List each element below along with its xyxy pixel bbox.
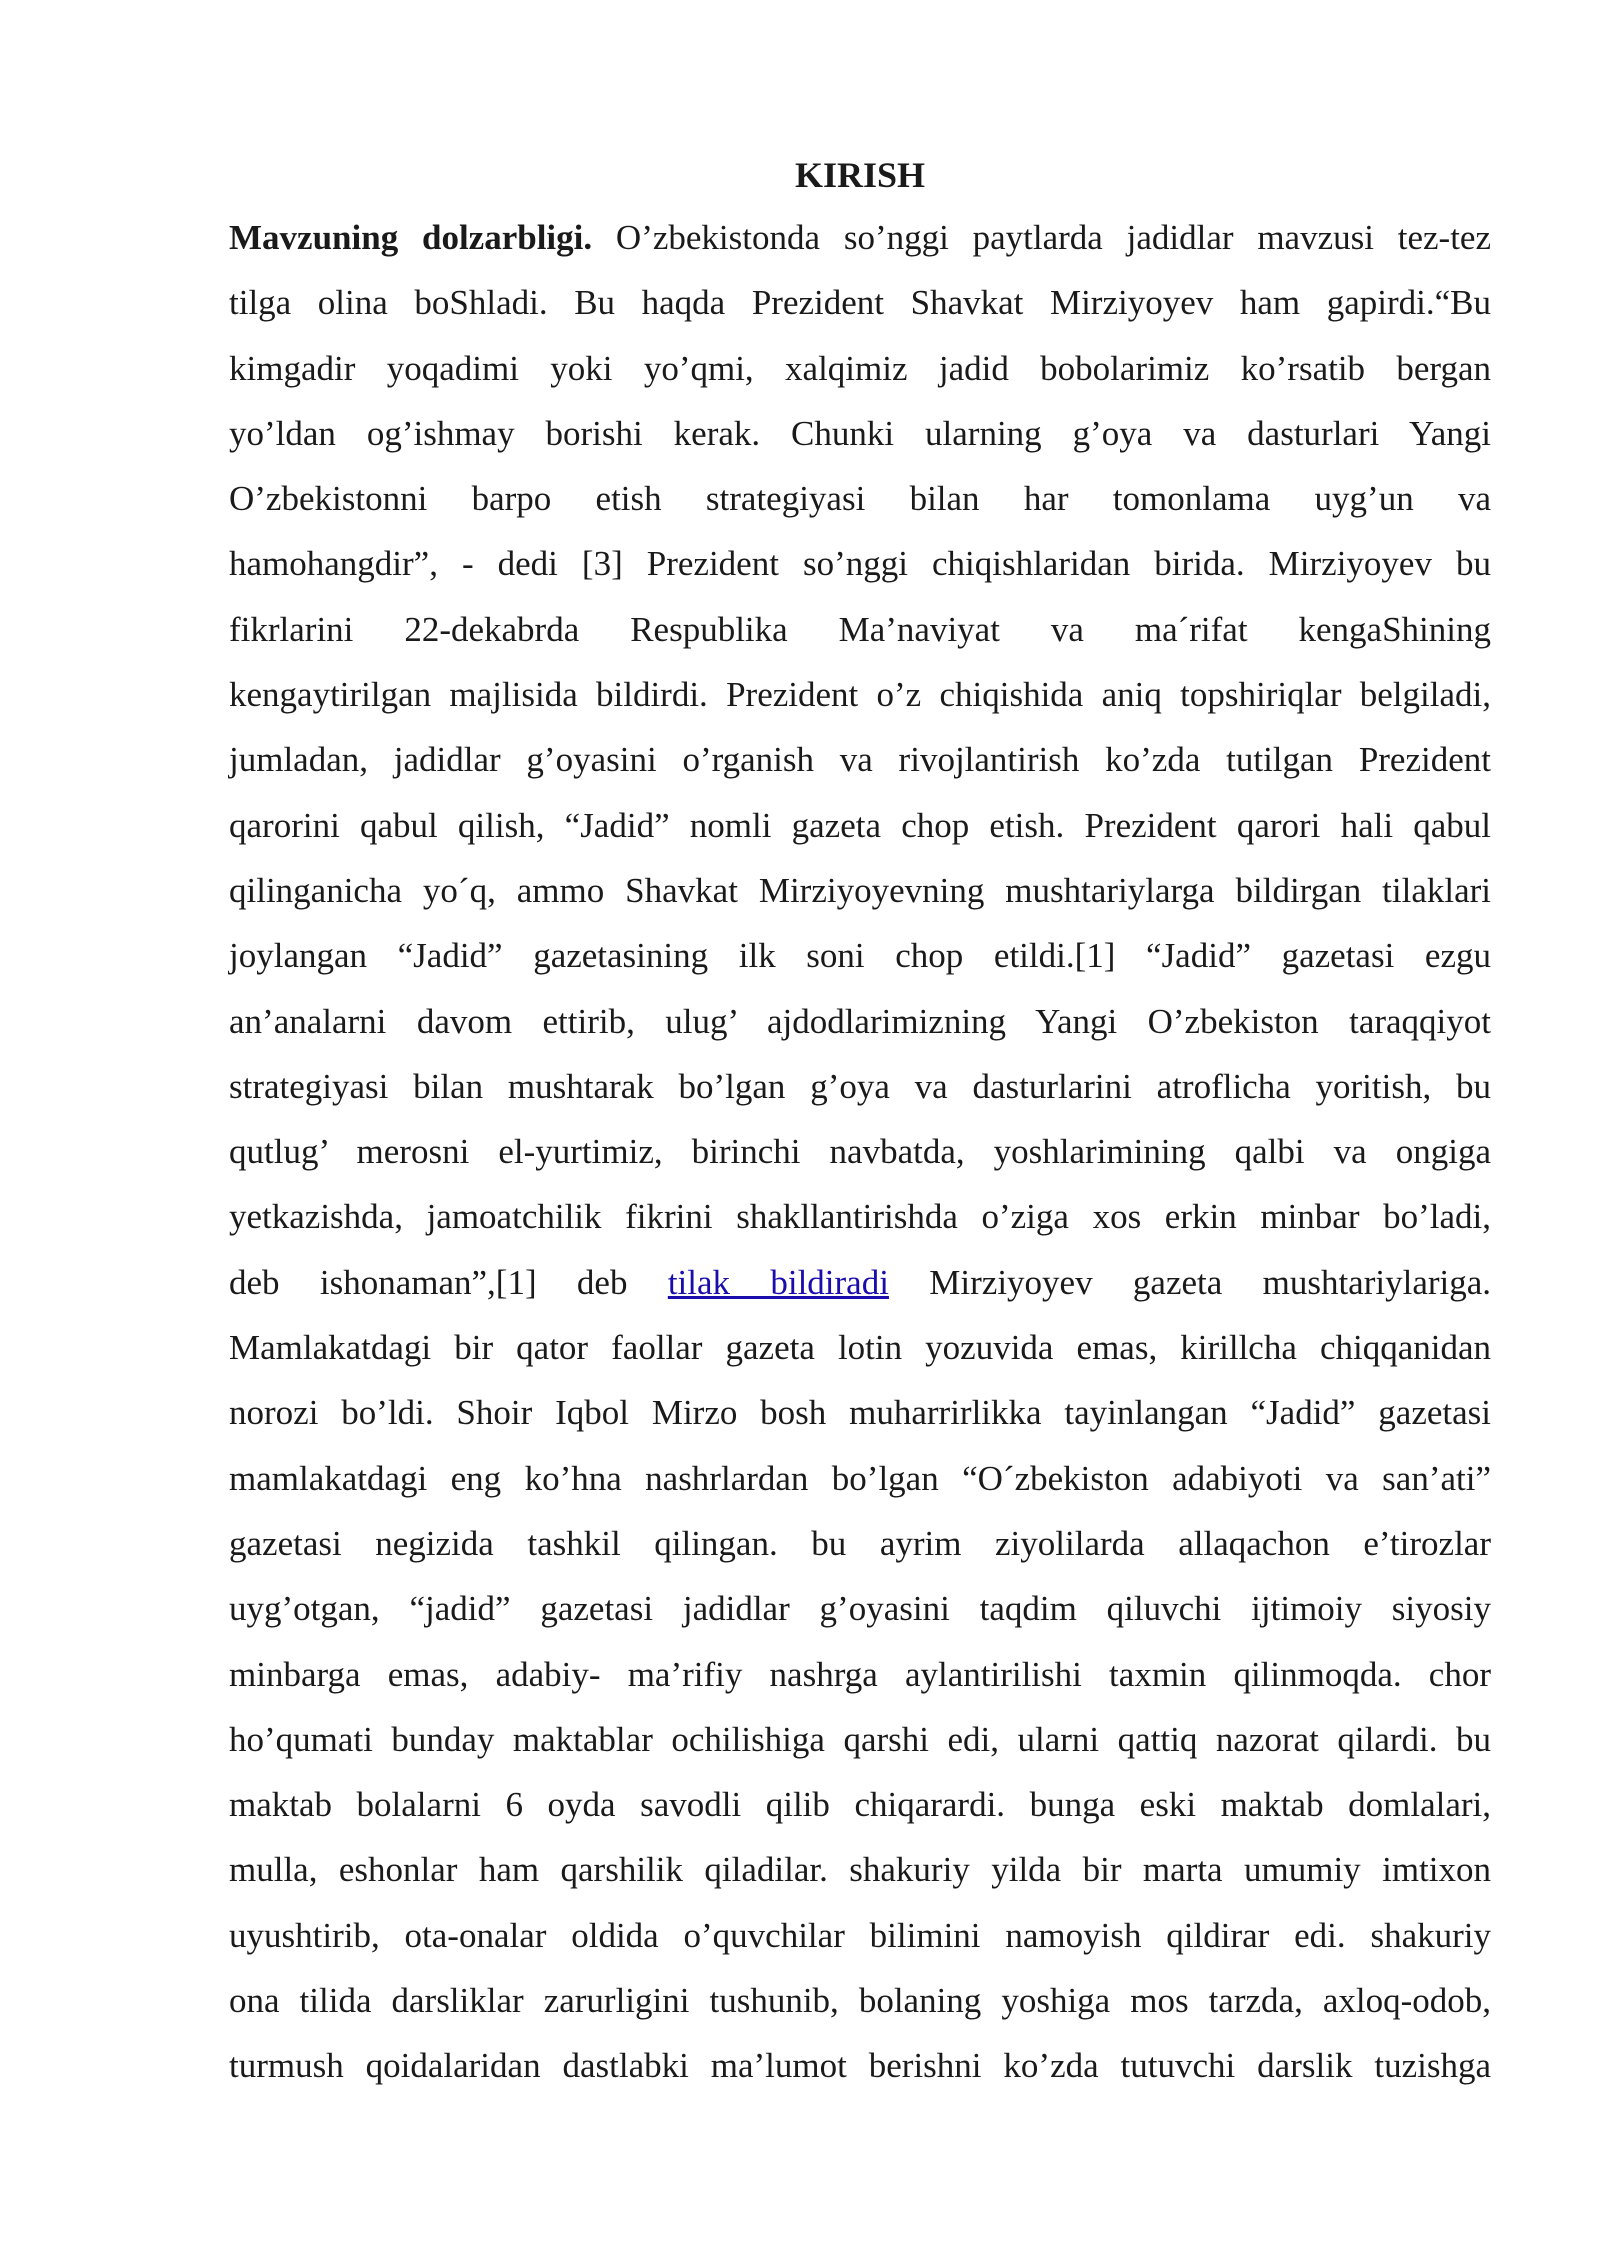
paragraph-line: kengaytirilgan majlisida bildirdi. Prezident o’z chiqishida aniq topshiriqlar belgiladi, <box>229 675 1491 715</box>
paragraph-line: hamohangdir”, - dedi [3] Prezident so’nggi chiqishlaridan birida. Mirziyoyev bu <box>229 544 1491 584</box>
paragraph-line: uyushtirib, ota-onalar oldida o’quvchilar bilimini namoyish qildirar edi. shakuriy <box>229 1915 1491 1955</box>
tilak-bildiradi-link[interactable]: tilak bildiradi <box>667 1262 889 1302</box>
paragraph-line: minbarga emas, adabiy- ma’rifiy nashrga aylantirilishi taxmin qilinmoqda. chor <box>229 1654 1491 1694</box>
paragraph-line: kimgadir yoqadimi yoki yo’qmi, xalqimiz jadid bobolarimiz ko’rsatib bergan <box>229 348 1491 388</box>
paragraph-line: gazetasi negizida tashkil qilingan. bu ayrim ziyolilarda allaqachon e’tirozlar <box>229 1523 1491 1563</box>
paragraph-line: yo’ldan og’ishmay borishi kerak. Chunki ularning g’oya va dasturlari Yangi <box>229 413 1491 453</box>
paragraph-line: mamlakatdagi eng ko’hna nashrlardan bo’lgan “O´zbekiston adabiyoti va san’ati” <box>229 1458 1491 1498</box>
paragraph-line: O’zbekistonni barpo etish strategiyasi bilan har tomonlama uyg’un va <box>229 479 1491 519</box>
paragraph-line: ho’qumati bunday maktablar ochilishiga qarshi edi, ularni qattiq nazorat qilardi. bu <box>229 1719 1491 1759</box>
lead-heading: Mavzuning dolzarbligi. <box>229 218 593 257</box>
paragraph-line: maktab bolalarni 6 oyda savodli qilib chiqarardi. bunga eski maktab domlalari, <box>229 1785 1491 1825</box>
line-text: deb ishonaman”,[1] deb <box>229 1262 668 1302</box>
paragraph-line: Mamlakatdagi bir qator faollar gazeta lotin yozuvida emas, kirillcha chiqqanidan <box>229 1328 1491 1368</box>
paragraph-line <box>229 205 1491 270</box>
paragraph-line: jumladan, jadidlar g’oyasini o’rganish va rivojlantirish ko’zda tutilgan Prezident <box>229 740 1491 780</box>
document-title: KIRISH <box>794 155 926 195</box>
line-text: O’zbekistonda so’nggi paytlarda jadidlar mavzusi tez-tez <box>592 218 1491 257</box>
paragraph-line: norozi bo’ldi. Shoir Iqbol Mirzo bosh muharrirlikka tayinlangan “Jadid” gazetasi <box>229 1393 1491 1433</box>
paragraph-line: strategiyasi bilan mushtarak bo’lgan g’oya va dasturlarini atroflicha yoritish, bu <box>229 1066 1491 1106</box>
paragraph-line: uyg’otgan, “jadid” gazetasi jadidlar g’oyasini taqdim qiluvchi ijtimoiy siyosiy <box>229 1589 1491 1629</box>
paragraph-line: qilinganicha yo´q, ammo Shavkat Mirziyoyevning mushtariylarga bildirgan tilaklari <box>229 870 1491 910</box>
paragraph-line: ona tilida darsliklar zarurligini tushunib, bolaning yoshiga mos tarzda, axloq-odob, <box>229 1981 1491 2021</box>
line-text: Mirziyoyev gazeta mushtariylariga. <box>888 1262 1492 1302</box>
paragraph-line: an’analarni davom ettirib, ulug’ ajdodlarimizning Yangi O’zbekiston taraqqiyot <box>229 1001 1491 1041</box>
paragraph-line: turmush qoidalaridan dastlabki ma’lumot berishni ko’zda tutuvchi darslik tuzishga <box>229 2046 1491 2086</box>
paragraph-line: tilga olina boShladi. Bu haqda Prezident Shavkat Mirziyoyev ham gapirdi.“Bu <box>229 283 1491 323</box>
paragraph-line: joylangan “Jadid” gazetasining ilk soni chop etildi.[1] “Jadid” gazetasi ezgu <box>229 936 1491 976</box>
paragraph-line: fikrlarini 22-dekabrda Respublika Ma’naviyat va ma´rifat kengaShining <box>229 609 1491 649</box>
paragraph-line: yetkazishda, jamoatchilik fikrini shakllantirishda o’ziga xos erkin minbar bo’ladi, <box>229 1197 1491 1237</box>
document-page <box>229 145 1491 2099</box>
paragraph-line: qarorini qabul qilish, “Jadid” nomli gazeta chop etish. Prezident qarori hali qabul <box>229 805 1491 845</box>
paragraph-line: qutlug’ merosni el-yurtimiz, birinchi navbatda, yoshlarimining qalbi va ongiga <box>229 1132 1491 1172</box>
paragraph-line: mulla, eshonlar ham qarshilik qiladilar. shakuriy yilda bir marta umumiy imtixon <box>229 1850 1491 1890</box>
paragraph-line-with-link <box>229 1250 1491 1315</box>
